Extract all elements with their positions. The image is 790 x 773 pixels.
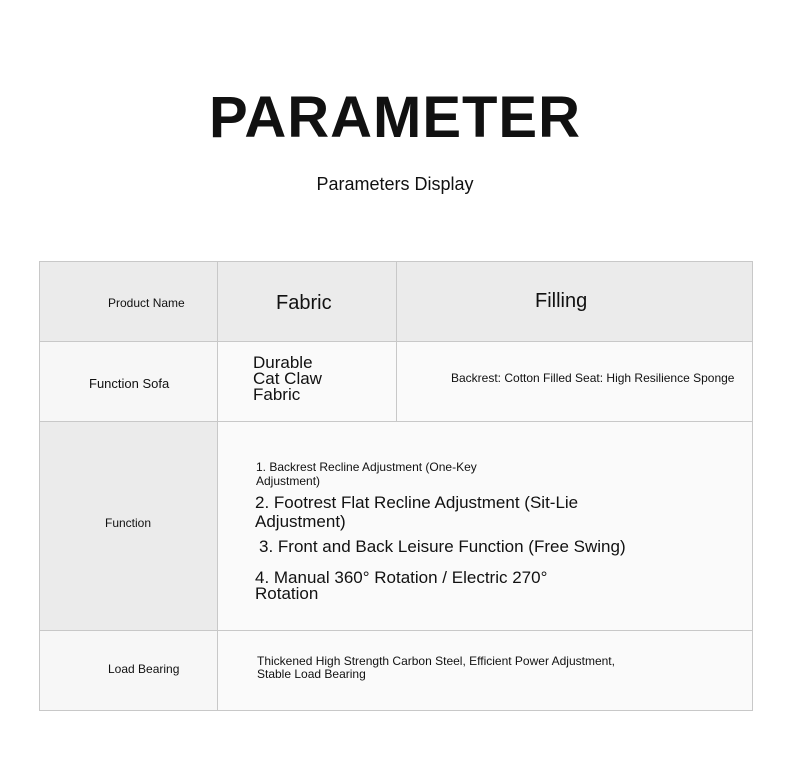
fabric-value: [253, 355, 322, 403]
function-item-line: 3. Front and Back Leisure Function (Free Swing): [259, 537, 626, 556]
header-cell-fabric: [218, 262, 397, 342]
header-cell-product-name: [40, 262, 218, 342]
load-bearing-value: [257, 655, 615, 681]
function-item-line: 4. Manual 360° Rotation / Electric 270°: [255, 568, 548, 587]
fabric-line: Fabric: [253, 385, 301, 404]
row-label-cell-load-bearing: [40, 631, 218, 710]
function-item-4: [255, 570, 547, 602]
function-item-line: Adjustment): [255, 512, 346, 531]
function-item-line: Adjustment): [256, 474, 321, 488]
function-item-line: 2. Footrest Flat Recline Adjustment (Sit-Lie: [255, 493, 579, 512]
fabric-value-cell: [218, 342, 397, 422]
function-item-line: Rotation: [255, 584, 319, 603]
load-bearing-value-cell: [218, 631, 752, 710]
header-cell-filling: [397, 262, 752, 342]
page-title: PARAMETER: [208, 85, 582, 150]
header-label-fabric: Fabric: [276, 292, 332, 314]
row-label-load-bearing: Load Bearing: [108, 662, 180, 676]
page-subtitle: Parameters Display: [316, 174, 474, 194]
fabric-line: Cat Claw: [253, 369, 322, 388]
function-item-2: [255, 493, 578, 531]
filling-value-cell: [397, 342, 752, 422]
row-label-function: Function: [105, 516, 152, 530]
function-item-3: [259, 539, 626, 555]
function-item-1: [256, 460, 477, 488]
parameter-table: [39, 261, 753, 711]
function-value-cell: [218, 422, 752, 631]
fabric-line: Durable: [253, 353, 313, 372]
filling-value: Backrest: Cotton Filled Seat: High Resilience Sponge: [451, 371, 735, 385]
header-label-product-name: Product Name: [108, 296, 185, 310]
row-label-function-sofa: Function Sofa: [89, 376, 170, 391]
load-bearing-line: Stable Load Bearing: [257, 667, 366, 681]
row-label-cell-function: [40, 422, 218, 631]
function-item-line: 1. Backrest Recline Adjustment (One-Key: [256, 460, 477, 474]
header-label-filling: Filling: [535, 290, 588, 312]
load-bearing-line: Thickened High Strength Carbon Steel, Efficient Power Adjustment,: [257, 654, 615, 668]
row-label-cell-function-sofa: [40, 342, 218, 422]
